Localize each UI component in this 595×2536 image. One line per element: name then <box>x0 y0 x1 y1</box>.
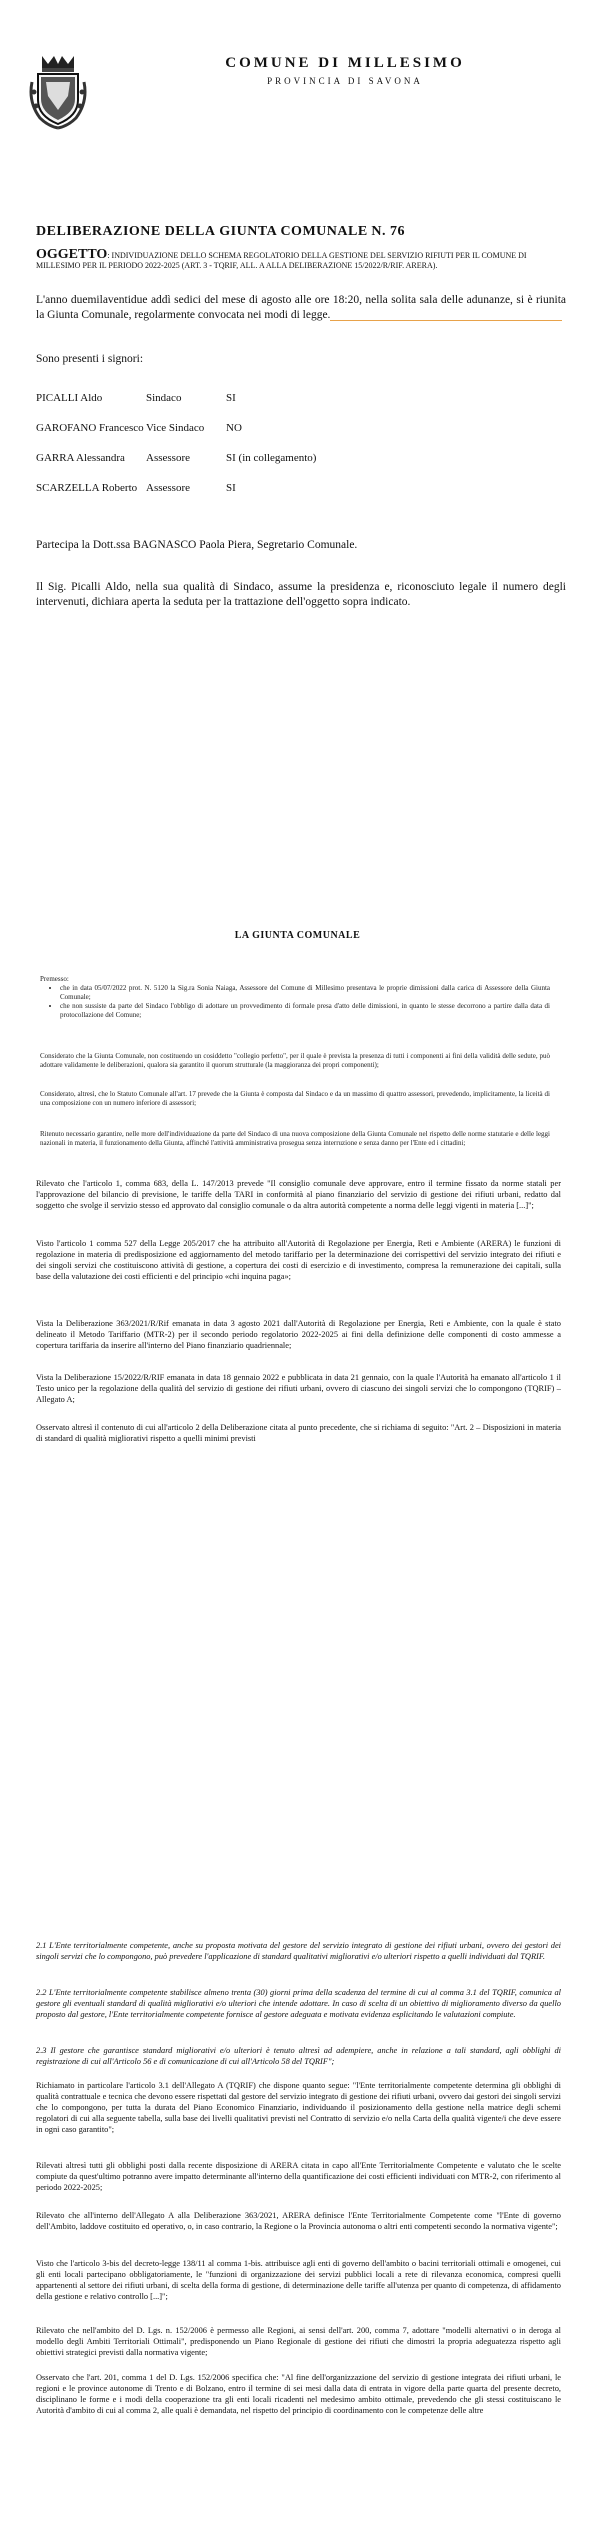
premise-item: • che non sussiste da parte del Sindaco l'obbligo di adottare un provvedimento di formale presa d'atto delle dimissioni, in quanto le stesse decorrono a partire dalla data di protocollazione del Comune; <box>60 1002 550 1020</box>
deliberation-number: N. 76 <box>371 224 406 239</box>
coat-of-arms-icon <box>28 52 88 130</box>
body-paragraph: Rilevato che nell'ambito del D. Lgs. n. 152/2006 è permesso alle Regioni, ai sensi dell'art. 200, comma 7, adottare "modelli alternativi o in deroga al modello degli Ambiti Territoriali Ottimali", predisponendo un Piano Regionale di gestione dei rifiuti che dimostri la propria adeguatezza rispetto agli obiettivi strategici previsti dalla normativa vigente; <box>36 2326 561 2357</box>
body-paragraph: Visto che l'articolo 3-bis del decreto-legge 138/11 al comma 1-bis. attribuisce agli enti di governo dell'ambito o bacini territoriali ottimali e omogenei, cui gli enti locali partecipano obbligatoriamente, le "funzioni di organizzazione dei servizi pubblici locali a rete di rilevanza economica, compresi quelli appartenenti al settore dei rifiuti urbani, di scelta della forma di gestione, di determinazione delle tariffe all'utenza per quanto di competenza, di affidamento della gestione e relativo controllo [...]"; <box>36 2259 561 2301</box>
body-paragraph: Richiamato in particolare l'articolo 3.1 dell'Allegato A (TQRIF) che dispone quanto segue: "l'Ente territorialmente competente determina gli obblighi di qualità contrattuale e tecnica che devono essere rispettati dal gestore del servizio integrato di gestione dei rifiuti urbani, ovvero dai gestori dei singoli servizi che lo compongono, per tutta la durata del Piano Economico Finanziario, individuando il posizionamento della gestione nella matrice degli schemi regolatori di cui alla seguente tabella, sulla base dei livelli qualitativi previsti nel Contratto di servizio e/o nella Carta della qualità vigente/i che deve essere in ogni caso garantito"; <box>36 2081 561 2134</box>
quoted-article-paragraph: 2.1 L'Ente territorialmente competente, anche su proposta motivata del gestore del servizio integrato di gestione dei rifiuti urbani, ovvero dei gestori dei singoli servizi che lo compongono, può prevedere l'applicazione di standard qualitativi migliorativi e/o ulteriori rispetto a quelli individuati dal TQRIF. <box>36 1941 561 1961</box>
secretary-line: Partecipa la Dott.ssa BAGNASCO Paola Piera, Segretario Comunale. <box>36 539 358 551</box>
attendee-role: Vice Sindaco <box>146 422 205 434</box>
attendee-presence: NO <box>226 422 242 434</box>
quoted-article-paragraph: 2.2 L'Ente territorialmente competente stabilisce almeno trenta (30) giorni prima della scadenza del termine di cui al comma 3.1 del TQRIF, comunica al gestore gli eventuali standard di qualità migliorativi e/o ulteriori che intende adottare. In caso di scelta di un obiettivo di miglioramento diverso da quello proposto dal gestore, l'Ente territorialmente competente fornisce al gestore adeguata e motivata evidenza esplicitando le valutazioni compiute. <box>36 1988 561 2019</box>
body-paragraph: Vista la Deliberazione 15/2022/R/RIF emanata in data 18 gennaio 2022 e pubblicata in data 21 gennaio, con la quale l'Autorità ha emanato all'articolo 1 il Testo unico per la regolazione della qualità del servizio di gestione dei rifiuti urbani, ovvero di ciascuno dei singoli servizi che lo compongono (TQRIF) – Allegato A; <box>36 1373 561 1404</box>
orange-underline <box>330 320 562 321</box>
subject-label: OGGETTO <box>36 247 108 262</box>
body-paragraph: Vista la Deliberazione 363/2021/R/Rif emanata in data 3 agosto 2021 dall'Autorità di Regolazione per Energia, Reti e Ambiente, con la quale è stato delineato il Metodo Tariffario (MTR-2) per il secondo periodo regolatorio 2022-2025 ai fini della definizione delle componenti di costo ammesse a copertura tariffaria da inserire all'interno del Piano finanziario quadriennale; <box>36 1319 561 1350</box>
body-paragraph: Visto l'articolo 1 comma 527 della Legge 205/2017 che ha attribuito all'Autorità di Regolazione per Energia, Reti e Ambiente (ARERA) le funzioni di regolazione in materia di predisposizione ed aggiornamento del metodo tariffario per la determinazione dei corrispettivi del servizio integrato dei rifiuti e dei singoli servizi che costituiscono attività di gestione, a copertura dei costi di esercizio e di investimento, compresa la remunerazione dei capitali, sulla base della valutazione dei costi efficienti e del principio «chi inquina paga»; <box>36 1239 561 1281</box>
attendee-role: Assessore <box>146 452 190 464</box>
municipality-title: COMUNE DI MILLESIMO <box>225 55 465 71</box>
subject-block <box>36 247 566 271</box>
body-paragraph: Osservato altresì il contenuto di cui all'articolo 2 della Deliberazione citata al punto precedente, che si richiama di seguito: "Art. 2 – Disposizioni in materia di standard di qualità migliorativi rispetto a quelli minimi previsti <box>36 1423 561 1443</box>
attendee-presence: SI <box>226 392 236 404</box>
attendee-presence: SI <box>226 482 236 494</box>
body-paragraph: Rilevato che l'articolo 1, comma 683, della L. 147/2013 prevede "Il consiglio comunale deve approvare, entro il termine fissato da norme statali per l'approvazione del bilancio di previsione, le tariffe della TARI in conformità al piano finanziario del servizio di gestione dei rifiuti urbani, redatto dal soggetto che svolge il servizio stesso ed approvato dal consiglio comunale o da altra autorità competente a norma delle leggi vigenti in materia [...]"; <box>36 1179 561 1210</box>
body-paragraph: Osservato che l'art. 201, comma 1 del D. Lgs. 152/2006 specifica che: "Al fine dell'organizzazione del servizio di gestione integrata dei rifiuti urbani, le regioni e le province autonome di Trento e di Bolzano, entro il termine di sei mesi dalla data di entrata in vigore della parte quarta del presente decreto, disciplinano le forme e i modi della cooperazione tra gli enti locali ricadenti nel medesimo ambito ottimale, prevedendo che gli stessi costituiscano le Autorità d'ambito di cui al comma 2, alle quali è demandata, nel rispetto del principio di coordinamento con le competenze delle altre <box>36 2373 561 2415</box>
premise-block <box>40 975 550 1020</box>
attendee-name: PICALLI Aldo <box>36 392 103 404</box>
premise-item: • che in data 05/07/2022 prot. N. 5120 la Sig.ra Sonia Naiaga, Assessore del Comune di Millesimo presentava le proprie dimissioni dalla carica di Assessore della Giunta Comunale; <box>60 984 550 1002</box>
section-heading: LA GIUNTA COMUNALE <box>234 930 361 941</box>
body-paragraph: Rilevato che all'interno dell'Allegato A alla Deliberazione 363/2021, ARERA definisce l'Ente Territorialmente Competente come "l'Ente di governo dell'Ambito, laddove costituito ed operativo, o, in caso contrario, la Regione o la Provincia autonoma o altri enti competenti secondo la normativa vigente"; <box>36 2211 561 2231</box>
subject-text: : INDIVIDUAZIONE DELLO SCHEMA REGOLATORIO DELLA GESTIONE DEL SERVIZIO RIFIUTI PER IL COMUNE DI MILLESIMO PER IL PERIODO 2022-2025 (ART. 3 - TQRIF, ALL. A ALLA DELIBERAZIONE 15/2022/R/RIF. ARERA). <box>36 251 527 270</box>
considered-paragraph: Considerato, altresì, che lo Statuto Comunale all'art. 17 prevede che la Giunta è composta dal Sindaco e da un massimo di quattro assessori, prevedendo, implicitamente, la liceità di una composizione con un numero inferiore di assessori; <box>40 1090 550 1107</box>
attendee-role: Sindaco <box>146 392 182 404</box>
province-subtitle: PROVINCIA DI SAVONA <box>267 76 423 86</box>
attendee-presence: SI (in collegamento) <box>226 452 317 464</box>
attendee-name: GAROFANO Francesco <box>36 422 144 434</box>
premise-label: Premesso: <box>40 975 69 983</box>
body-paragraph: Rilevati altresì tutti gli obblighi posti dalla recente disposizione di ARERA citata in capo all'Ente Territorialmente Competente e valutato che le scelte compiute da quest'ultimo potranno avere impatto determinante all'interno della quantificazione dei costi efficienti individuati con MTR-2, con riferimento al periodo 2022-2025; <box>36 2161 561 2192</box>
attendee-role: Assessore <box>146 482 190 494</box>
considered-paragraph: Considerato che la Giunta Comunale, non costituendo un cosiddetto "collegio perfetto", per il quale è prevista la presenza di tutti i componenti ai fini della validità delle sedute, può adottare validamente le deliberazioni, qualora sia garantito il quorum strutturale (la maggioranza dei propri componenti); <box>40 1052 550 1069</box>
meeting-intro: L'anno duemilaventidue addì sedici del mese di agosto alle ore 18:20, nella solita sala delle adunanze, si è riunita la Giunta Comunale, regolarmente convocata nei modi di legge. <box>36 294 566 321</box>
presidency-paragraph: Il Sig. Picalli Aldo, nella sua qualità di Sindaco, assume la presidenza e, riconosciuto legale il numero degli intervenuti, dichiara aperta la seduta per la trattazione dell'oggetto sopra indicato. <box>36 581 566 608</box>
considered-paragraph: Ritenuto necessario garantire, nelle more dell'individuazione da parte del Sindaco di una nuova composizione della Giunta Comunale nel rispetto delle norme statutarie e delle leggi nazionali in materia, il funzionamento della Giunta, affinché l'attività amministrativa prosegua senza interruzione e senza danno per l'Ente ed i cittadini; <box>40 1130 550 1147</box>
deliberation-prefix: DELIBERAZIONE DELLA <box>36 224 216 239</box>
deliberation-body: GIUNTA COMUNALE <box>219 224 368 239</box>
attendee-name: GARRA Alessandra <box>36 452 125 464</box>
deliberation-heading <box>36 223 576 240</box>
quoted-article-paragraph: 2.3 Il gestore che garantisce standard migliorativi e/o ulteriori è tenuto altresì ad adempiere, anche in relazione a tali standard, agli obblighi di registrazione di cui all'Articolo 56 e di comunicazione di cui all'Articolo 58 del TQRIF"; <box>36 2046 561 2066</box>
attendee-name: SCARZELLA Roberto <box>36 482 138 494</box>
present-label: Sono presenti i signori: <box>36 353 144 365</box>
